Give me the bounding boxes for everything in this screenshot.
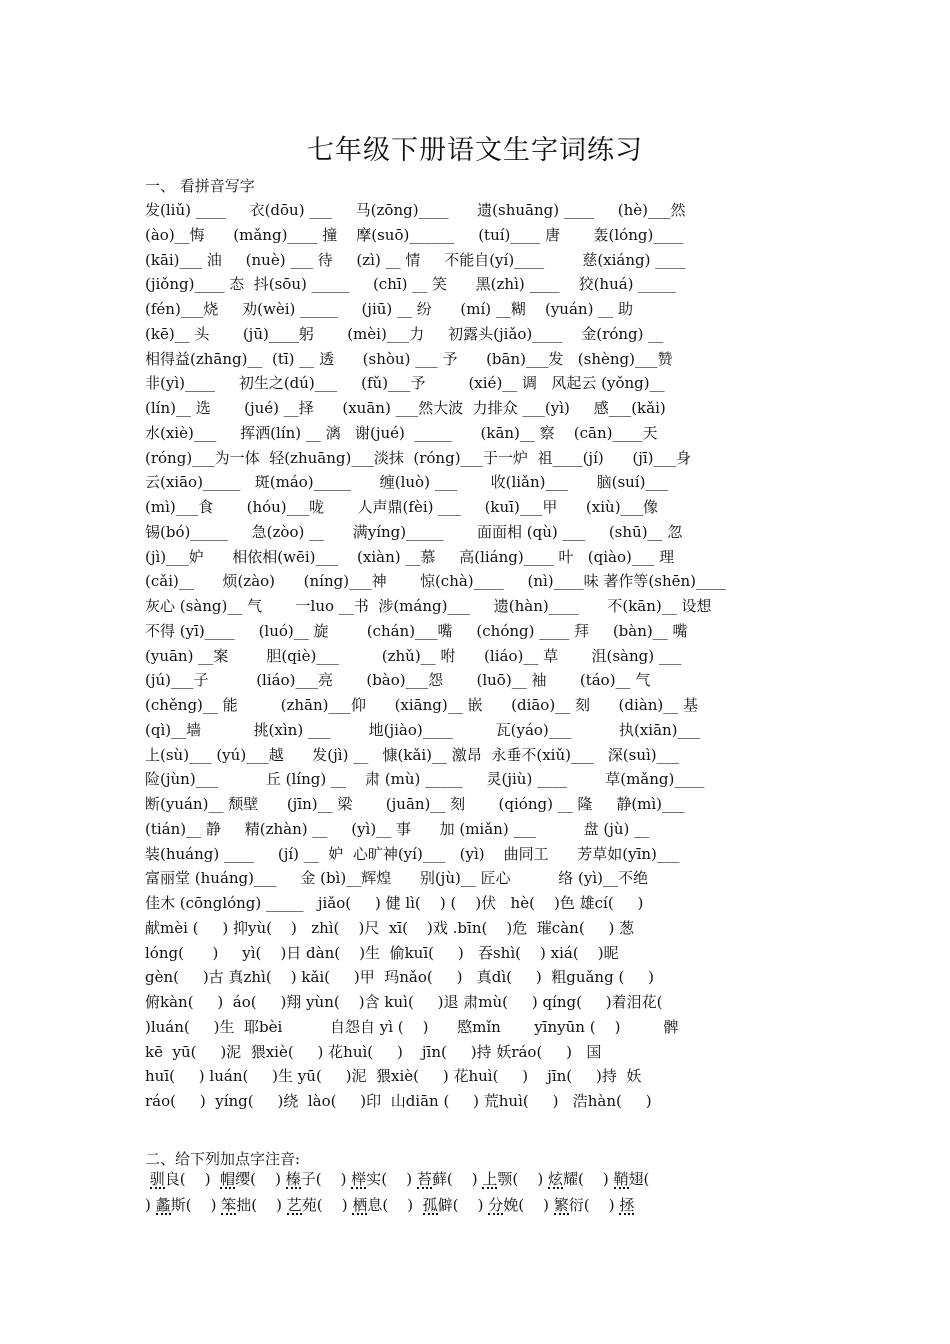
- exercise-line: (tián)__ 静 精(zhàn) __ (yì)__ 事 加 (miǎn) ___ 盘 (jù) __: [145, 819, 650, 838]
- item-suffix: 子( ): [300, 1170, 352, 1188]
- exercise-line: 上(sù)___ (yú)___越 发(jì) __ 慷(kǎi)__ 激昂 永垂不(xiǔ)___ 深(suì)___: [145, 745, 680, 764]
- dotted-character: 帽: [220, 1170, 236, 1188]
- exercise-line: lóng( ) yì( )日 dàn( )生 偷kuī( ) 吞shì( ) xiá( )昵: [145, 943, 619, 962]
- dotted-character: 笨: [221, 1196, 237, 1214]
- dotted-character: 鞘: [613, 1170, 629, 1188]
- dotted-character: 上: [482, 1170, 498, 1188]
- dotted-character: 分: [488, 1196, 504, 1214]
- exercise-line: 灰心 (sàng)__ 气 一luo __书 涉(máng)___ 遗(hàn)____ 不(kān)__ 设想: [145, 597, 712, 615]
- dotted-character: 艺: [286, 1196, 302, 1214]
- exercise-line: (cǎi)__ 烦(zào) (níng)___神 惊(chà)____ (nì)____味 著作等(shēn)____: [145, 572, 727, 591]
- item-suffix: 颚( ): [497, 1170, 548, 1188]
- dotted-character: 榛: [285, 1170, 301, 1188]
- dotted-word-item: [221, 1196, 287, 1214]
- dotted-character: 炫: [547, 1170, 563, 1188]
- exercise-line: 俯kàn( ) áo( )翔 yùn( )含 kuì( )退 肃mù( ) qíng( )着泪花(: [145, 993, 663, 1011]
- dotted-word-item: [614, 1170, 650, 1188]
- exercise-line: (chěng)__ 能 (zhān)___仰 (xiāng)__ 嵌 (diāo)__ 刻 (diàn)__ 基: [145, 696, 699, 714]
- dotted-word-item: [286, 1170, 352, 1188]
- dotted-word-item: [554, 1196, 620, 1214]
- dotted-character: 蠡: [155, 1196, 171, 1214]
- dotted-word-item: [488, 1196, 554, 1214]
- dotted-character: 榉: [351, 1170, 367, 1188]
- exercise-line: 水(xiè)___ 挥洒(lín) __ 漓 谢(jué) _____ (kān)__ 察 (cān)____天: [145, 423, 658, 442]
- dotted-character: 孤: [422, 1196, 438, 1214]
- item-suffix: 翅(: [628, 1170, 650, 1188]
- exercise-line: (mì)___食 (hóu)___咙 人声鼎(fèi) ___ (kuī)___甲 (xiù)___像: [145, 498, 659, 516]
- exercise-line: 险(jùn)___ 丘 (líng) __ 肃 (mù) _____ 灵(jiù) ____ 草(mǎng)____: [145, 770, 705, 789]
- exercise-line: (yuān) __案 胆(qiè)___ (zhǔ)__ 咐 (liáo)__ 草 沮(sàng) ___: [145, 646, 682, 665]
- exercise-line: 锡(bó)_____ 急(zòo) __ 满yíng)_____ 面面相 (qù) ___ (shū)__ 忽: [145, 522, 683, 541]
- dotted-word-item: [220, 1170, 286, 1188]
- section-2-heading: 二、给下列加点字注音:: [145, 1150, 301, 1168]
- item-suffix: 耀( ): [562, 1170, 614, 1188]
- exercise-line: (jiǒng)____ 态 抖(sōu) _____ (chī) __ 笑 黑(zhì) ____ 狡(huá) _____: [145, 275, 676, 294]
- dotted-word-item: [548, 1170, 614, 1188]
- item-suffix: 息( ): [367, 1196, 423, 1214]
- exercise-line: kē yū( )泥 猥xiè( ) 花huì( ) jīn( )持 妖ráo( ) 国: [145, 1042, 602, 1061]
- page-title: 七年级下册语文生字词练习: [307, 135, 643, 166]
- dotted-character: 拯: [619, 1196, 635, 1214]
- dotted-character: 苔: [416, 1170, 432, 1188]
- exercise-line: )luán( )生 耶bèi 自怨自 yì ( ) 愍mǐn yīnyūn ( ) 髀: [145, 1017, 679, 1036]
- exercise-line: 富丽堂 (huáng)___ 金 (bì)__辉煌 别(jù)__ 匠心 络 (yì)__不绝: [145, 869, 649, 888]
- exercise-line: (ào)__悔 (mǎng)____ 撞 摩(suō)______ (tuí)____ 唐 轰(lóng)____: [145, 225, 684, 244]
- exercise-line: gèn( )古 真zhì( ) kǎi( )甲 玛nǎo( ) 真dì( ) 粗guǎng ( ): [145, 968, 655, 987]
- exercise-line: 不得 (yī)____ (luó)__ 旋 (chán)___嘴 (chóng) ____ 拜 (bàn)__ 嘴: [145, 621, 688, 640]
- dotted-word-item: [145, 1196, 221, 1214]
- exercise-line: (róng)___为一体 轻(zhuāng)___淡抹 (róng)___于一炉 祖____(jí) (jī)___身: [145, 448, 691, 467]
- item-suffix: 衍( ): [568, 1196, 620, 1214]
- dotted-word-item: [145, 1170, 220, 1188]
- section-1-heading: 一、 看拼音写字: [145, 177, 255, 195]
- dotted-word-item: [423, 1196, 489, 1214]
- exercise-line: (fén)___烧 劝(wèi) _____ (jiū) __ 纷 (mí) __糊 (yuán) __ 助: [145, 300, 633, 318]
- exercise-line: 佳木 (cōnglóng) _____ jiǎo( ) 健 lì( ) ( )伏 hè( )色 雄cí( ): [145, 894, 644, 912]
- item-suffix: 苑( ): [301, 1196, 353, 1214]
- item-prefix: ): [145, 1196, 151, 1214]
- dotted-character: 繁: [553, 1196, 569, 1214]
- exercise-line: (qì)__墙 挑(xìn) ___ 地(jiào)____ 瓦(yáo)___ 执(xiān)___: [145, 720, 701, 739]
- exercise-line: (kē)__ 头 (jū)____躬 (mèi)___力 初露头(jiǎo)____ 金(róng) __: [145, 324, 664, 343]
- exercise-line: 非(yì)____ 初生之(dú)___ (fǔ)___予 (xié)__ 调 风起云 (yǒng)__: [145, 374, 665, 393]
- dotted-word-item: [482, 1170, 548, 1188]
- item-suffix: 实( ): [366, 1170, 417, 1188]
- exercise-line: 献mèi ( ) 抑yù( ) zhì( )尺 xī( )戏 .bīn( )危 璀càn( ) 葱: [145, 918, 635, 937]
- exercise-line: 装(huáng) ____ (jí) __ 妒 心旷神(yí)___ (yì) 曲同工 芳草如(yīn)___: [145, 844, 680, 863]
- dotted-character: 栖: [352, 1196, 368, 1214]
- section-1-exercise-lines: [145, 198, 815, 1114]
- exercise-line: (lín)__ 选 (jué) __择 (xuān) ___然大波 力排众 ___(yì) 感___(kǎi): [145, 399, 666, 417]
- dotted-word-item: [352, 1196, 422, 1214]
- section-2-dotted-words: [145, 1166, 815, 1218]
- dotted-word-item: [351, 1170, 417, 1188]
- dotted-word-item: [619, 1196, 634, 1214]
- exercise-line: ráo( ) yíng( )绕 lào( )印 山diān ( ) 荒huì( ) 浩hàn( ): [145, 1092, 652, 1110]
- dotted-character: 驯: [149, 1170, 165, 1188]
- item-suffix: 僻( ): [437, 1196, 489, 1214]
- dotted-word-item: [417, 1170, 483, 1188]
- exercise-line: huī( ) luán( )生 yū( )泥 猥xiè( ) 花huì( ) jīn( )持 妖: [145, 1067, 642, 1086]
- item-suffix: 娩( ): [503, 1196, 554, 1214]
- item-suffix: 拙( ): [236, 1196, 287, 1214]
- exercise-line: 断(yuán)__ 颓壁 (jīn)__ 梁 (juān)__ 刻 (qióng) __ 隆 静(mì)___: [145, 795, 685, 813]
- exercise-line: 发(liǔ) ____ 衣(dōu) ___ 马(zōng)____ 遗(shuāng) ____ (hè)___然: [145, 201, 686, 219]
- item-suffix: 斯( ): [170, 1196, 222, 1214]
- exercise-line: 云(xiāo)_____ 斑(máo)_____ 缠(luò) ___ 收(liǎn)___ 脑(suí)___: [145, 473, 668, 492]
- dotted-word-item: [287, 1196, 353, 1214]
- item-suffix: 良( ): [164, 1170, 221, 1188]
- exercise-line: 相得益(zhāng)__ (tī) __ 透 (shòu) ___ 予 (bān)___发 (shèng)___赞: [145, 349, 673, 368]
- item-suffix: 缨( ): [235, 1170, 286, 1188]
- exercise-line: (jú)___子 (liáo)___亮 (bào)___怨 (luō)__ 袖 (táo)__ 气: [145, 671, 651, 690]
- exercise-line: (kāi)___ 油 (nuè) ___ 待 (zì) __ 情 不能自(yí)____ 慈(xiáng) ____: [145, 250, 686, 269]
- item-suffix: 藓( ): [431, 1170, 483, 1188]
- exercise-line: (jì)___妒 相依相(wēi)___ (xiàn) __慕 高(liáng)____ 叶 (qiào)___ 理: [145, 547, 675, 566]
